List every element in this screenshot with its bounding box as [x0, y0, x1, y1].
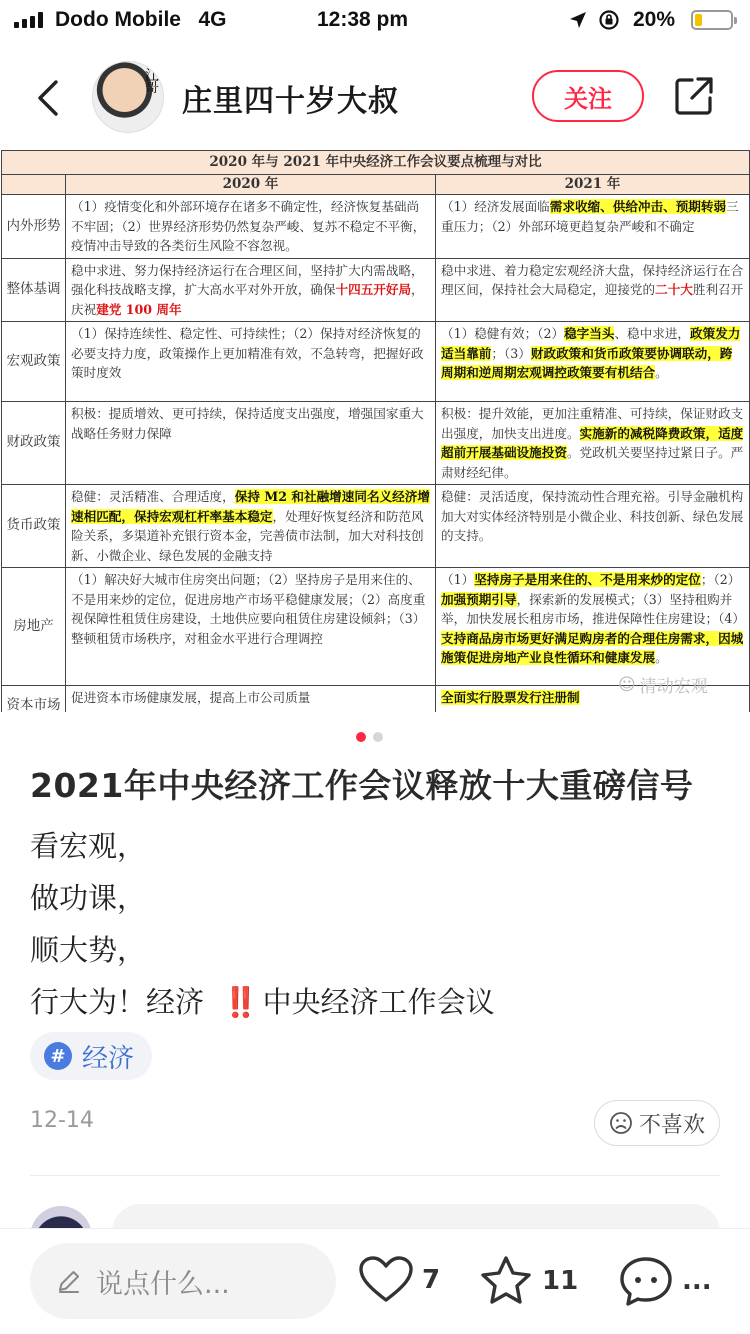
- row-category: 货币政策: [2, 485, 66, 568]
- post-line: 做功课，: [30, 881, 147, 915]
- comment-bubble[interactable]: [112, 1204, 720, 1230]
- cell-2020: [66, 568, 436, 686]
- carousel-dot[interactable]: [356, 732, 366, 742]
- table-row: [2, 322, 750, 402]
- table-row: [2, 258, 750, 322]
- cell-2021: [436, 322, 750, 402]
- carousel-dot[interactable]: [373, 732, 383, 742]
- cell-text: 积极：提升效能，更加注重精准、可持续，保证财政支出强度，加快支出进度。: [441, 406, 744, 441]
- comment-input[interactable]: [30, 1243, 336, 1319]
- highlighted-text: 支持商品房市场更好满足购房者的合理住房需求，因城施策促进房地产业良性循环和健康发展: [441, 630, 744, 665]
- battery-percent: 20%: [633, 8, 676, 31]
- red-text: 建党 100 周年: [96, 301, 182, 317]
- cell-2020: [66, 686, 436, 713]
- cell-text: （1）稳健有效；（2）: [441, 326, 565, 341]
- row-category: 整体基调: [2, 258, 66, 322]
- cell-2021: [436, 402, 750, 485]
- cell-text: ，处理好恢复经济和防范风险关系，多渠道补充银行资本金，完善债市法制，加大对科技创新、小微企业、绿色发展的金融支持: [71, 508, 424, 563]
- cell-text: 稳中求进、努力保持经济运行在合理区间，坚持扩大内需战略，强化科技战略支撑，扩大高水平对外开放，确保: [71, 262, 424, 297]
- cell-2020: [66, 485, 436, 568]
- author-name[interactable]: 庄里四十岁大叔: [182, 84, 399, 119]
- post-header: [0, 52, 750, 142]
- follow-button[interactable]: 关注: [532, 70, 644, 122]
- location-icon: [568, 10, 588, 30]
- double-exclamation-icon: ‼️: [222, 985, 255, 1019]
- cell-2021: [436, 485, 750, 568]
- table-row: [2, 402, 750, 485]
- commenter-avatar[interactable]: [30, 1206, 92, 1230]
- sad-face-icon: [609, 1111, 633, 1135]
- chat-bubble-icon: [618, 1255, 674, 1307]
- cell-text: ，探索新的发展模式；（3）坚持租购并举，加快发展长租房市场，推进保障性住房建设；（4）: [441, 591, 745, 626]
- cell-text: 。党政机关要坚持过紧日子。严肃财经纪律。: [441, 445, 744, 480]
- post-image[interactable]: [0, 150, 750, 712]
- dislike-button[interactable]: 不喜欢: [594, 1100, 720, 1146]
- table-title: 2020 年与 2021 年中央经济工作会议要点梳理与对比: [2, 151, 750, 175]
- pencil-icon: [56, 1268, 82, 1294]
- star-icon: [478, 1255, 534, 1307]
- signal-icon: [14, 12, 43, 28]
- cell-text: 积极：提质增效、更可持续，保持适度支出强度，增强国家重大战略任务财力保障: [71, 406, 424, 441]
- row-category: 资本市场: [2, 686, 66, 713]
- cell-text: 、稳中求进，: [614, 326, 691, 341]
- table-row: [2, 485, 750, 568]
- table-row: [2, 195, 750, 259]
- post-title: 2021年中央经济工作会议释放十大重磅信号: [30, 766, 694, 805]
- highlighted-text: 实施新的减税降费政策，适度超前开展基础设施投资: [441, 425, 744, 460]
- cell-2021: [436, 568, 750, 686]
- highlighted-text: 坚持房子是用来住的、不是用来炒的定位: [474, 572, 701, 587]
- comment-button[interactable]: [618, 1255, 712, 1307]
- avatar-signature: 江哥: [145, 68, 159, 96]
- cell-text: 。: [655, 650, 668, 665]
- wechat-icon: ☺: [618, 674, 636, 695]
- cell-2021: [436, 195, 750, 259]
- bottom-action-bar: [0, 1228, 750, 1334]
- heart-icon: [358, 1255, 414, 1305]
- post-line: 行大为！经济 ‼️ 中央经济工作会议: [30, 985, 495, 1019]
- row-category: 财政政策: [2, 402, 66, 485]
- highlighted-text: 全面实行股票发行注册制: [441, 690, 580, 705]
- cell-text: （1）解决好大城市住房突出问题；（2）坚持房子是用来住的、不是用来炒的定位，促进房地产市场平稳健康发展；（2）高度重视保障性租赁住房建设，土地供应要向租赁住房建设倾斜；（3）整顿租赁市场秩序，对租金水平进行合理调控: [71, 572, 426, 646]
- favorite-button[interactable]: [478, 1255, 578, 1307]
- cell-text: 胜利召开: [692, 282, 744, 297]
- like-count: 7: [422, 1265, 441, 1295]
- red-text: 二十大: [655, 282, 693, 297]
- cell-text: 促进资本市场健康发展，提高上市公司质量: [71, 690, 311, 705]
- cell-text: ；（2）: [700, 572, 741, 587]
- highlighted-text: 财政政策和货币政策要协调联动，跨周期和逆周期宏观调控政策要有机结合: [441, 345, 733, 380]
- row-category: 内外形势: [2, 195, 66, 259]
- topic-tag[interactable]: [30, 1032, 152, 1080]
- cell-text: （1）: [441, 572, 475, 587]
- battery-icon: [691, 10, 733, 30]
- table-corner: [2, 175, 66, 195]
- cell-2020: [66, 258, 436, 322]
- highlighted-text: 政策发力适当靠前: [441, 326, 741, 361]
- highlighted-text: 保持 M2 和社融增速同名义经济增速相匹配，保持宏观杠杆率基本稳定: [71, 489, 430, 524]
- carousel-dots: [356, 732, 383, 742]
- highlighted-text: 需求收缩、供给冲击、预期转弱: [549, 199, 727, 214]
- red-text: 十四五开好局: [335, 282, 412, 297]
- table-row: [2, 568, 750, 686]
- rotation-lock-icon: [598, 9, 620, 31]
- divider: [30, 1175, 720, 1176]
- cell-text: 稳健：灵活适度，保持流动性合理充裕。引导金融机构加大对实体经济特别是小微企业、科技创新、绿色发展的支持。: [441, 489, 744, 543]
- favorite-count: 11: [542, 1266, 579, 1296]
- image-watermark: ☺ 清动宏观: [618, 674, 708, 697]
- post-body: [30, 822, 495, 1030]
- column-2020: 2020 年: [66, 175, 436, 195]
- comment-count: ...: [682, 1266, 712, 1296]
- cell-text: （1）保持连续性、稳定性、可持续性；（2）保持对经济恢复的必要支持力度，政策操作上更加精准有效，不急转弯，把握好政策时度效: [71, 326, 424, 380]
- highlighted-text: 稳字当头: [564, 326, 615, 341]
- topic-tag-label: 经济: [82, 1043, 135, 1074]
- post-line: 顺大势，: [30, 933, 147, 967]
- table-body: [2, 195, 750, 713]
- comparison-table: [1, 150, 750, 712]
- share-icon[interactable]: [672, 74, 716, 118]
- cell-text: ；（3）: [491, 345, 531, 361]
- like-button[interactable]: [358, 1255, 440, 1305]
- cell-text: 。: [655, 365, 668, 380]
- highlighted-text: 加强预期引导: [441, 591, 517, 607]
- cell-text: 三重压力；（2）外部环境更趋复杂严峻和不确定: [441, 199, 739, 234]
- author-avatar[interactable]: [92, 61, 164, 133]
- cell-2020: [66, 322, 436, 402]
- post-line: 看宏观，: [30, 829, 147, 863]
- status-bar: [0, 0, 750, 40]
- back-arrow-icon[interactable]: [28, 76, 68, 120]
- cell-text: （1）疫情变化和外部环境存在诸多不确定性，经济恢复基础尚不牢固；（2）世界经济形势仍然复杂严峻、复苏不稳定不平衡，疫情冲击导致的各类衍生风险不容忽视。: [71, 199, 426, 253]
- row-category: 房地产: [2, 568, 66, 686]
- status-time: 12:38 pm: [317, 8, 409, 31]
- cell-text: 稳健：灵活精准、合理适度，: [71, 489, 235, 504]
- post-date: 12-14: [30, 1108, 94, 1133]
- carrier-label: Dodo Mobile 4G: [55, 8, 227, 31]
- cell-text: ，庆祝: [71, 282, 424, 317]
- cell-2020: [66, 402, 436, 485]
- cell-2020: [66, 195, 436, 259]
- cell-text: （1）经济发展面临: [441, 199, 550, 214]
- cell-2021: [436, 258, 750, 322]
- comment-placeholder: 说点什么...: [96, 1268, 230, 1300]
- row-category: 宏观政策: [2, 322, 66, 402]
- hashtag-icon: #: [44, 1042, 72, 1070]
- comment-preview: [0, 1200, 750, 1230]
- column-2021: 2021 年: [436, 175, 750, 195]
- cell-text: 稳中求进、着力稳定宏观经济大盘，保持经济运行在合理区间，保持社会大局稳定，迎接党的: [441, 262, 744, 297]
